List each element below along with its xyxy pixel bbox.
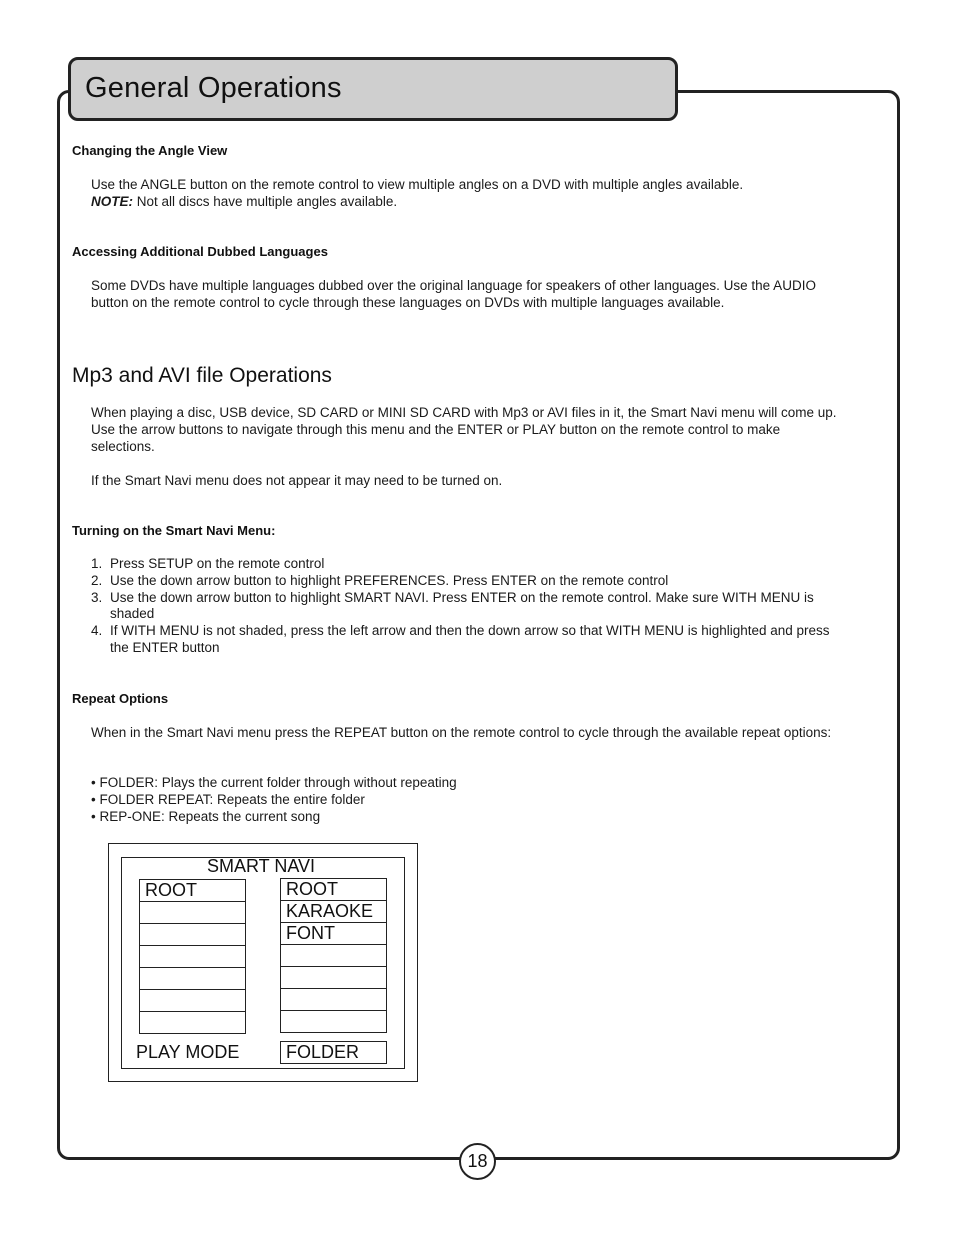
page-number: 18 — [459, 1143, 496, 1180]
repeat-heading: Repeat Options — [72, 691, 169, 706]
repeat-options-list — [91, 775, 457, 825]
angle-text: Use the ANGLE button on the remote control to view multiple angles on a DVD with multiple angles available. — [91, 177, 744, 192]
play-mode-value: FOLDER — [280, 1041, 387, 1064]
step-item: 4. If WITH MENU is not shaded, press the left arrow and then the down arrow so that WITH MENU is highlighted and press the ENTER button — [91, 623, 830, 655]
left-list-item — [139, 945, 246, 968]
right-list-item — [280, 988, 387, 1011]
dubbed-heading: Accessing Additional Dubbed Languages — [72, 244, 328, 259]
right-list-item: FONT — [280, 922, 387, 945]
page-title: General Operations — [85, 72, 342, 104]
angle-heading: Changing the Angle View — [72, 143, 228, 158]
right-list-item: ROOT — [280, 878, 387, 901]
step-item: 2. Use the down arrow button to highlight PREFERENCES. Press ENTER on the remote control — [91, 572, 669, 588]
right-list-item: KARAOKE — [280, 900, 387, 923]
repeat-option: • FOLDER: Plays the current folder through without repeating — [91, 775, 457, 790]
note-text: Not all discs have multiple angles available. — [133, 194, 398, 209]
right-list-item — [280, 1010, 387, 1033]
left-list-item — [139, 967, 246, 990]
play-mode-label: PLAY MODE — [136, 1042, 240, 1062]
left-list-item: ROOT — [139, 879, 246, 902]
note-label: NOTE: — [91, 194, 133, 209]
title-tab — [68, 57, 678, 121]
left-list-item — [139, 923, 246, 946]
repeat-option: • REP-ONE: Repeats the current song — [91, 808, 321, 824]
steps-list — [91, 556, 851, 657]
step-item: 3. Use the down arrow button to highlight SMART NAVI. Press ENTER on the remote control. Make sure WITH MENU is shaded — [91, 589, 814, 622]
navi-on-heading: Turning on the Smart Navi Menu: — [72, 523, 276, 538]
mp3-text-1: When playing a disc, USB device, SD CARD or MINI SD CARD with Mp3 or AVI files in it, the Smart Navi menu will come up. Use the arrow buttons to navigate through this menu and the ENTER or PLAY button on the remote control to make selections. — [91, 405, 837, 454]
left-list-item — [139, 989, 246, 1012]
right-list-item — [280, 966, 387, 989]
repeat-option: • FOLDER REPEAT: Repeats the entire folder — [91, 791, 365, 807]
mp3-heading: Mp3 and AVI file Operations — [72, 364, 332, 387]
step-item: 1. Press SETUP on the remote control — [91, 556, 325, 571]
repeat-text: When in the Smart Navi menu press the REPEAT button on the remote control to cycle through the available repeat options: — [91, 725, 832, 740]
left-list-item — [139, 1011, 246, 1034]
mp3-text-2: If the Smart Navi menu does not appear it may need to be turned on. — [91, 473, 503, 488]
dubbed-text: Some DVDs have multiple languages dubbed over the original language for speakers of other languages. Use the AUDIO button on the remote control to cycle through these languages on DVDs with multiple languages available. — [91, 278, 816, 310]
smart-navi-title: SMART NAVI — [207, 856, 316, 876]
right-list-item — [280, 944, 387, 967]
left-list-item — [139, 901, 246, 924]
angle-paragraph — [91, 176, 843, 210]
